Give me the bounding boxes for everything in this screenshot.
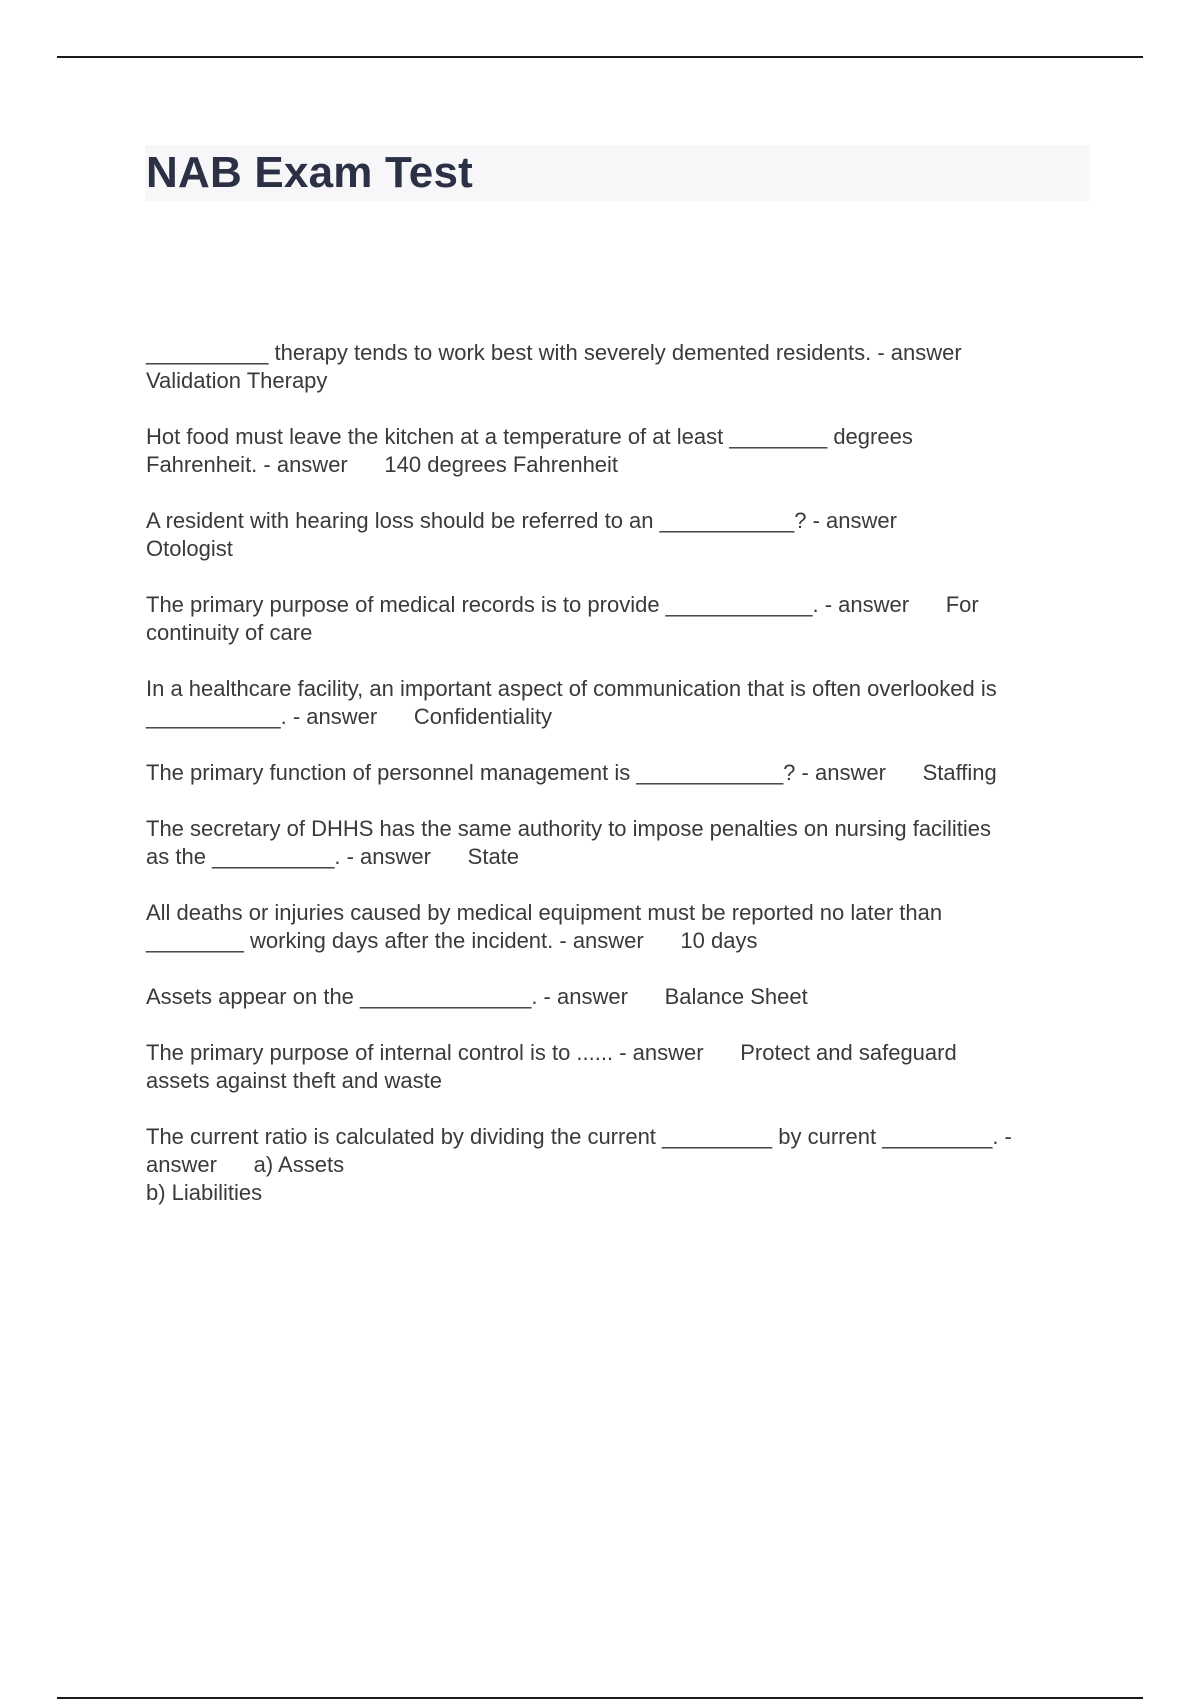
question-item: The primary purpose of internal control is to ...... - answer Protect and safeguard assets against theft and waste: [146, 1040, 957, 1093]
top-divider: [57, 56, 1143, 58]
question-item: The current ratio is calculated by dividing the current _________ by current _________. - answer a) Assets b) Liabilities: [146, 1124, 1012, 1205]
question-item: The primary purpose of medical records is to provide ____________. - answer For continuity of care: [146, 592, 979, 645]
page-title: NAB Exam Test: [146, 148, 473, 197]
question-item: The primary function of personnel management is ____________? - answer Staffing: [146, 760, 997, 785]
question-item: In a healthcare facility, an important aspect of communication that is often overlooked is ___________. - answer Confidentiality: [146, 676, 997, 729]
question-item: All deaths or injuries caused by medical equipment must be reported no later than ________ working days after the incident. - answer 10 days: [146, 900, 943, 953]
question-list: [146, 339, 1096, 1235]
question-item: The secretary of DHHS has the same authority to impose penalties on nursing facilities as the __________. - answer State: [146, 816, 991, 869]
bottom-divider: [57, 1697, 1143, 1699]
question-item: A resident with hearing loss should be referred to an ___________? - answer Otologist: [146, 508, 897, 561]
question-item: Assets appear on the ______________. - answer Balance Sheet: [146, 984, 808, 1009]
question-item: Hot food must leave the kitchen at a temperature of at least ________ degrees Fahrenheit. - answer 140 degrees Fahrenheit: [146, 424, 913, 477]
question-item: __________ therapy tends to work best with severely demented residents. - answer Validation Therapy: [146, 340, 962, 393]
